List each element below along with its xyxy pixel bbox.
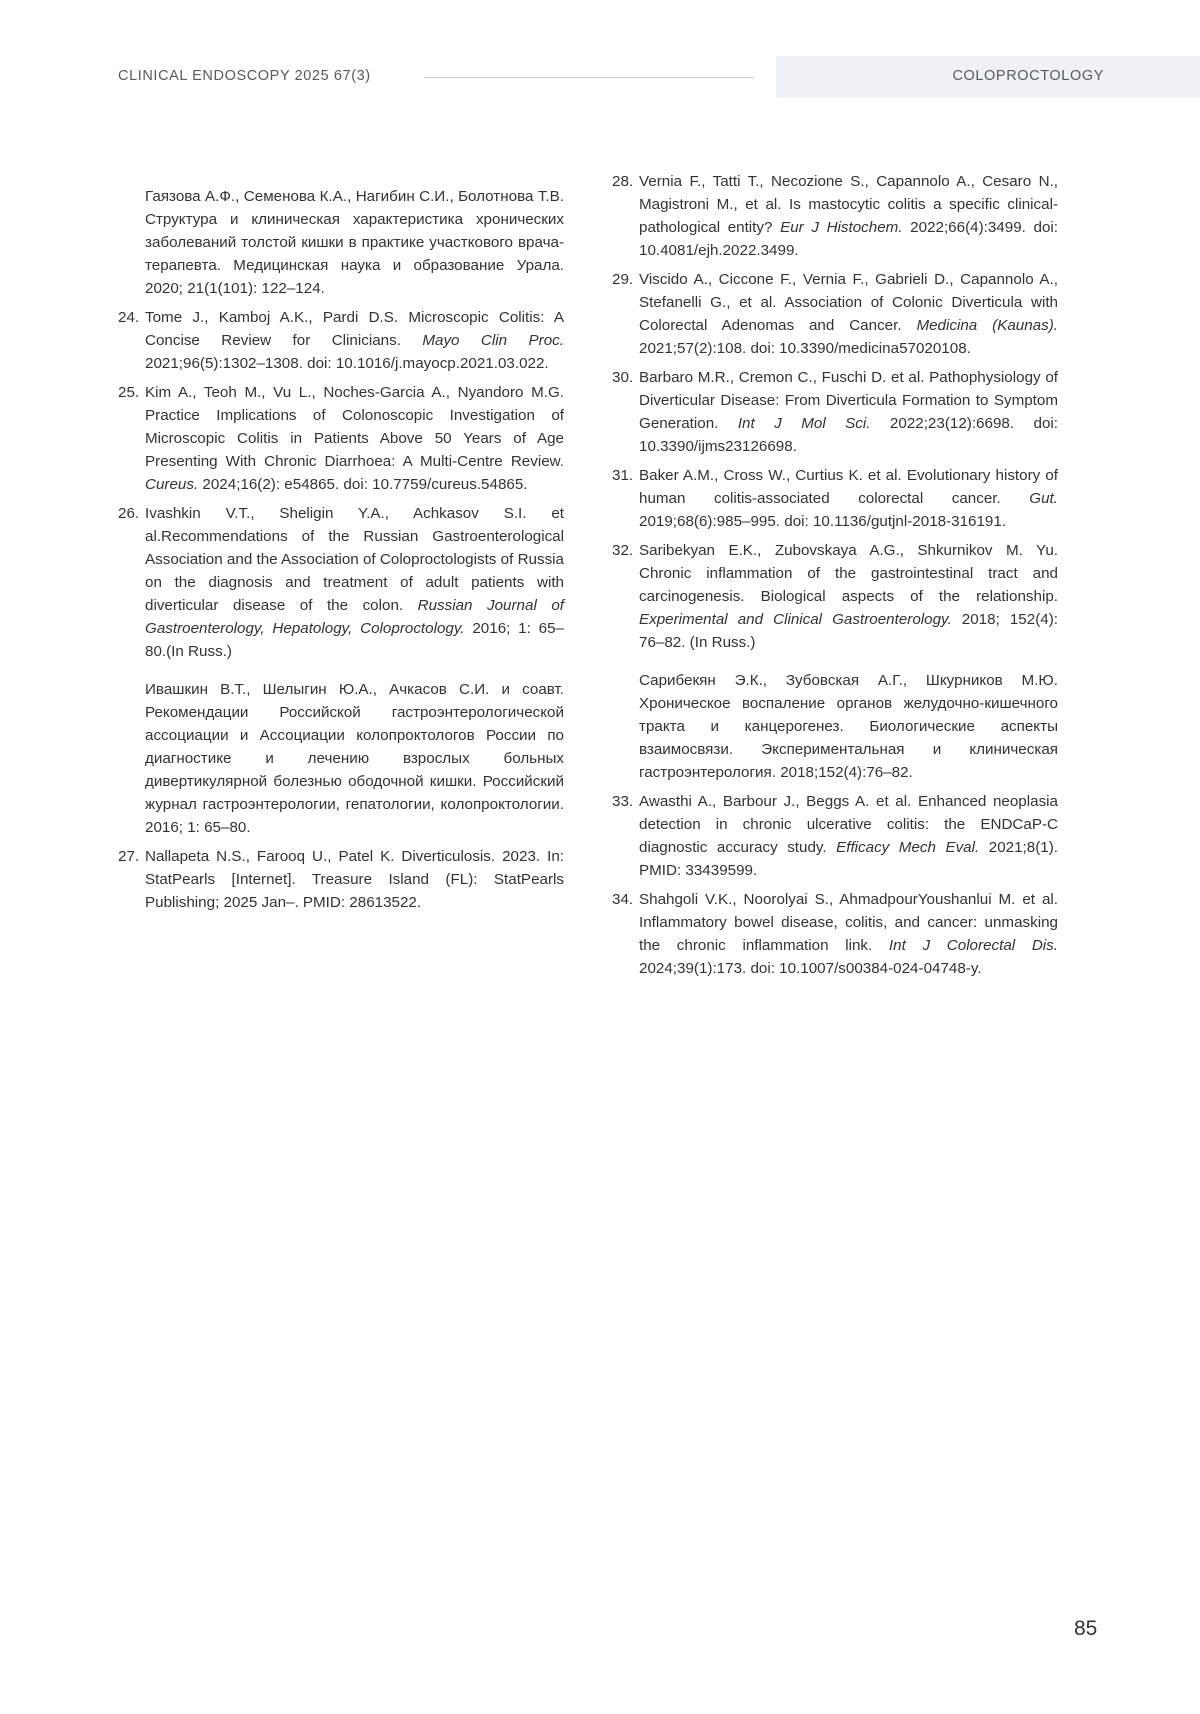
reference-details: 2022;23(12):6698. doi: 10.3390/ijms23126698. <box>639 415 1058 455</box>
reference-details: 2021;57(2):108. doi: 10.3390/medicina57020108. <box>639 340 971 357</box>
reference-column-right <box>612 170 1058 986</box>
reference-continuation: Ивашкин В.Т., Шелыгин Ю.А., Ачкасов С.И. и соавт. Рекомендации Российской гастроэнтерологической ассоциации и Ассоциации колопроктологов России по диагностике и лечению взрослых больных дивертикулярной болезнью ободочной кишки. Российский журнал гастроэнтерологии, гепатологии, колопроктологии. 2016; 1: 65–80. <box>145 681 564 837</box>
reference-item <box>118 502 564 663</box>
reference-column-left <box>118 170 564 920</box>
reference-item <box>612 366 1058 458</box>
reference-item <box>612 170 1058 262</box>
reference-text: Viscido A., Ciccone F., Vernia F., Gabrieli D., Capannolo A., Stefanelli G., et al. Association of Colonic Diverticula with Colorectal Adenomas and Cancer. <box>639 271 1058 334</box>
reference-number: 30. <box>612 369 634 386</box>
reference-item <box>612 888 1058 980</box>
reference-number: 32. <box>612 542 634 559</box>
reference-number: 27. <box>118 848 140 866</box>
reference-text: Baker A.M., Cross W., Curtius K. et al. Evolutionary history of human colitis-associated colorectal cancer. <box>639 467 1058 507</box>
reference-journal: Efficacy Mech Eval. <box>836 839 980 857</box>
reference-item <box>118 845 564 914</box>
reference-continuation: Гаязова А.Ф., Семенова К.А., Нагибин С.И., Болотнова Т.В. Структура и клиническая характеристика хронических заболеваний толстой кишки в практике участкового врача-терапевта. Медицинская наука и образование Урала. 2020; 21(1(101): 122–124. <box>145 188 564 298</box>
reference-text: Saribekyan E.K., Zubovskaya A.G., Shkurnikov M. Yu. Chronic inflammation of the gastrointestinal tract and carcinogenesis. Biological aspects of the relationship. <box>639 542 1058 605</box>
section-label: COLOPROCTOLOGY <box>952 68 1104 84</box>
running-header <box>0 56 1200 98</box>
reference-continuation: Сарибекян Э.К., Зубовская А.Г., Шкурников М.Ю. Хроническое воспаление органов желудочно-кишечного тракта и канцерогенез. Биологические аспекты взаимосвязи. Экспериментальная и клиническая гастроэнтерология. 2018;152(4):76–82. <box>639 672 1058 782</box>
reference-item <box>612 268 1058 360</box>
reference-journal: Int J Colorectal Dis. <box>888 937 1058 955</box>
reference-text: Shahgoli V.K., Noorolyai S., AhmadpourYoushanlui M. et al. Inflammatory bowel disease, colitis, and cancer: unmasking the chronic inflammation link. <box>639 891 1058 955</box>
reference-number: 29. <box>612 271 634 288</box>
reference-number: 24. <box>118 309 140 327</box>
reference-number: 34. <box>612 891 634 909</box>
reference-journal: Medicina (Kaunas). <box>916 317 1058 334</box>
reference-number: 28. <box>612 173 634 190</box>
header-divider <box>424 77 754 78</box>
reference-journal: Eur J Histochem. <box>780 219 903 236</box>
reference-details: 2019;68(6):985–995. doi: 10.1136/gutjnl-2018-316191. <box>639 513 1007 530</box>
reference-number: 25. <box>118 384 140 402</box>
reference-details: 2021;96(5):1302–1308. doi: 10.1016/j.mayocp.2021.03.022. <box>145 355 549 373</box>
reference-details: 2016; 1: 65–80.(In Russ.) <box>145 620 564 661</box>
reference-text: Kim A., Teoh M., Vu L., Noches-Garcia A., Nyandoro M.G. Practice Implications of Colonoscopic Investigation of Microscopic Colitis in Patients Above 50 Years of Age Presenting With Chronic Diarrhoea: A Multi-Centre Review. <box>145 384 564 471</box>
reference-item <box>118 381 564 496</box>
reference-details: 2021;8(1). PMID: 33439599. <box>639 839 1058 880</box>
reference-journal: Gut. <box>1029 490 1058 507</box>
reference-journal: Cureus. <box>145 476 199 494</box>
reference-journal: Mayo Clin Proc. <box>422 332 564 350</box>
reference-text: Barbaro M.R., Cremon C., Fuschi D. et al. Pathophysiology of Diverticular Disease: From Diverticula Formation to Symptom Generation. <box>639 369 1058 432</box>
reference-details: 2024;16(2): e54865. doi: 10.7759/cureus.54865. <box>198 476 528 494</box>
reference-item <box>612 539 1058 654</box>
reference-number: 31. <box>612 467 634 484</box>
reference-details: 2018; 152(4): 76–82. (In Russ.) <box>639 611 1058 651</box>
reference-text: Vernia F., Tatti T., Necozione S., Capannolo A., Cesaro N., Magistroni M., et al. Is mastocytic colitis a specific clinical-pathological entity? <box>639 173 1058 236</box>
reference-item <box>612 790 1058 882</box>
journal-title: CLINICAL ENDOSCOPY 2025 67(3) <box>118 68 371 84</box>
reference-details: 2024;39(1):173. doi: 10.1007/s00384-024-04748-y. <box>639 960 982 978</box>
section-tab <box>776 56 1200 98</box>
reference-number: 33. <box>612 793 634 811</box>
reference-journal: Int J Mol Sci. <box>737 415 871 432</box>
reference-item <box>612 464 1058 533</box>
reference-number: 26. <box>118 505 140 523</box>
reference-text: Tome J., Kamboj A.K., Pardi D.S. Microscopic Colitis: A Concise Review for Clinicians. <box>145 309 564 350</box>
page-number: 85 <box>1074 1617 1098 1640</box>
reference-text: Ivashkin V.T., Sheligin Y.A., Achkasov S.I. et al.Recommendations of the Russian Gastroenterological Association and the Association of Coloproctologists of Russia on the diagnosis and treatment of adult patients with diverticular disease of the colon. <box>145 505 564 615</box>
reference-text: Awasthi A., Barbour J., Beggs A. et al. Enhanced neoplasia detection in chronic ulcerative colitis: the ENDCaP-C diagnostic accuracy study. <box>639 793 1058 857</box>
reference-text: Nallapeta N.S., Farooq U., Patel K. Diverticulosis. 2023. In: StatPearls [Internet]. Treasure Island (FL): StatPearls Publishing; 2025 Jan–. PMID: 28613522. <box>145 848 564 912</box>
reference-journal: Russian Journal of Gastroenterology, Hepatology, Coloproctology. <box>145 597 564 638</box>
reference-journal: Experimental and Clinical Gastroenterology. <box>639 611 952 628</box>
reference-details: 2022;66(4):3499. doi: 10.4081/ejh.2022.3499. <box>639 219 1058 259</box>
reference-item <box>118 306 564 375</box>
